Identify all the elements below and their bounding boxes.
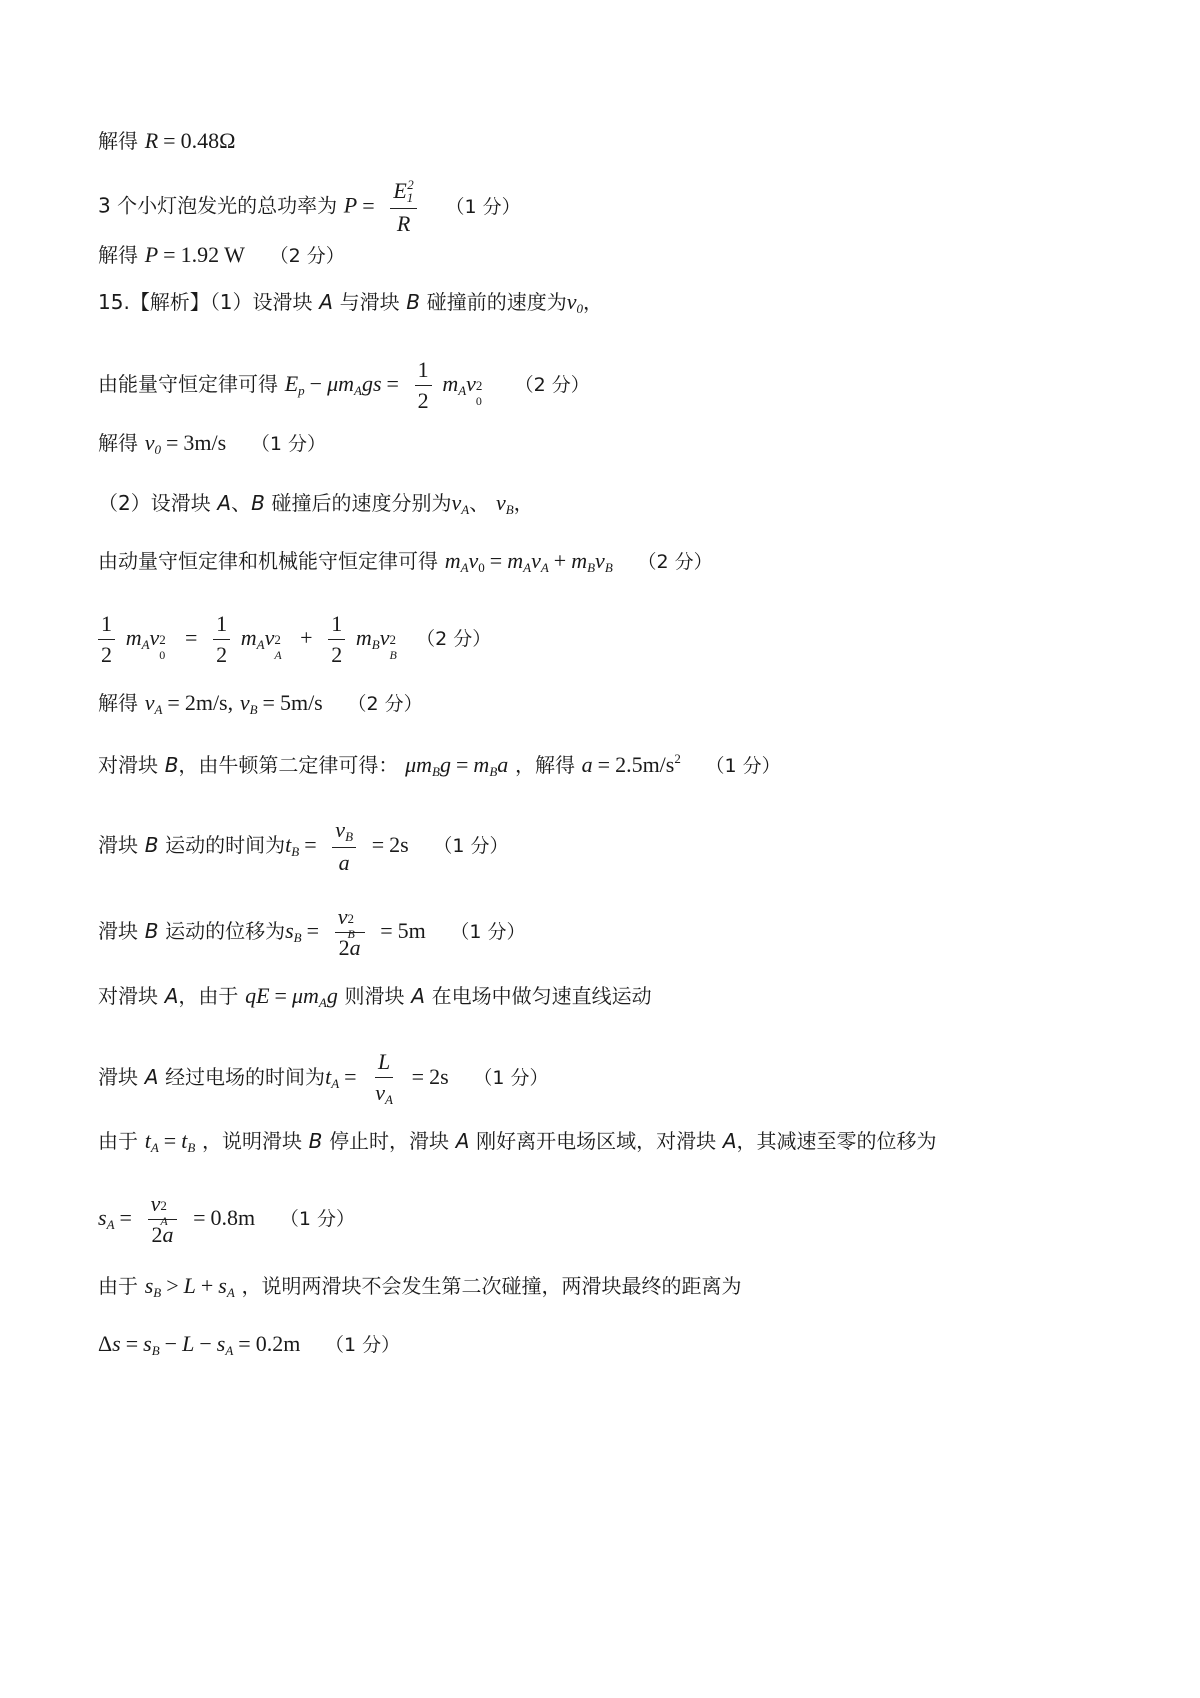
score-label: （2 分） [637,551,713,573]
fraction: $\frac{1}{2}$ [328,612,345,667]
line-displacement-a: $s_A$ = v 2 A 2a = 0.8m （1 分） [98,1191,355,1248]
line-no-second-collision: 由于 $s_B > L + s_A$ ，说明两滑块不会发生第二次碰撞，两滑块最终的距离为 [98,1273,742,1300]
line-power-formula: 3 个小灯泡发光的总功率为 P = $\frac{E_1^2}{R}$ （1 分） [98,177,521,237]
line-uniform-motion: 对滑块 A，由于 qE = $\mu m_Ag$ 则滑块 A 在电场中做匀速直线运动 [98,983,652,1010]
score-label: （1 分） [250,433,326,455]
fraction: $\frac{v_B}{a}$ [332,818,356,875]
line-kinetic-energy: $\frac{1}{2}$ $m_Av$ 2 0 = $\frac{1}{2}$ $m_Av$ 2 A + $\frac{1}{2}$ $m_Bv$ 2 B （2 分） [98,612,491,667]
fraction: v 2 B 2a [335,905,365,960]
fraction: $\frac{E_1^2}{R}$ [390,178,416,236]
line-power-result: 解得 P = 1.92 W （2 分） [98,242,345,267]
fraction: $\frac{L}{v_A}$ [375,1049,393,1108]
question-number: 15. [98,290,130,314]
line-v0-result: 解得 $v_0 = 3m/s$ （1 分） [98,430,326,457]
score-label: （1 分） [445,195,521,218]
line-resistance-result: 解得 R = 0.48Ω [98,128,236,153]
line-final-distance: $\Delta s = s_B - L - s_A = 0.2m$ （1 分） [98,1331,401,1358]
line-momentum-conservation: 由动量守恒定律和机械能守恒定律可得 $m_Av_0 = m_Av_A + m_Bv_B$ （2 分） [98,548,713,575]
score-label: （2 分） [514,374,590,397]
fraction: v 2 A 2a [148,1192,178,1247]
score-label: （1 分） [473,1067,549,1090]
line-q15-intro: 15.【解析】（1）设滑块 A 与滑块 B 碰撞前的速度为$v_0$， [98,289,603,316]
score-label: （2 分） [347,693,423,715]
score-label: （1 分） [325,1334,401,1356]
score-label: （1 分） [279,1208,355,1231]
line-displacement-b: 滑块 B 运动的位移为$s_B$ = v 2 B 2a = 5m （1 分） [98,904,526,961]
line-energy-conservation: 由能量守恒定律可得 $E_p - \mu m_Ags$ = $\frac{1}{2}$ $m_Av$ 2 0 （2 分） [98,357,590,414]
score-label: （1 分） [433,835,509,858]
line-velocities-result: 解得 $v_A = 2m/s$, $v_B = 5m/s$ （2 分） [98,690,423,717]
score-label: （2 分） [269,245,345,267]
line-time-b: 滑块 B 运动的时间为$t_B$ = $\frac{v_B}{a}$ = 2s （1 分） [98,817,509,876]
line-time-a: 滑块 A 经过电场的时间为$t_A$ = $\frac{L}{v_A}$ = 2s （1 分） [98,1049,549,1108]
analysis-tag: 【解析】 [129,290,210,314]
score-label: （1 分） [705,755,781,777]
line-part2-intro: （2）设滑块 A、B 碰撞后的速度分别为$v_A$、 $v_B$， [98,490,534,517]
line-newton-second-law: 对滑块 B，由牛顿第二定律可得： $\mu m_Bg = m_Ba$ ，解得 $a = 2.5m/s^2$ （1 分） [98,751,781,779]
fraction: $\frac{1}{2}$ [98,612,115,667]
score-label: （1 分） [450,921,526,944]
fraction: $\frac{1}{2}$ [213,612,230,667]
line-time-comparison: 由于 $t_A = t_B$ ，说明滑块 B 停止时，滑块 A 刚好离开电场区域，对滑块 A，其减速至零的位移为 [98,1128,937,1155]
score-label: （2 分） [416,628,492,651]
fraction: $\frac{1}{2}$ [415,358,432,413]
